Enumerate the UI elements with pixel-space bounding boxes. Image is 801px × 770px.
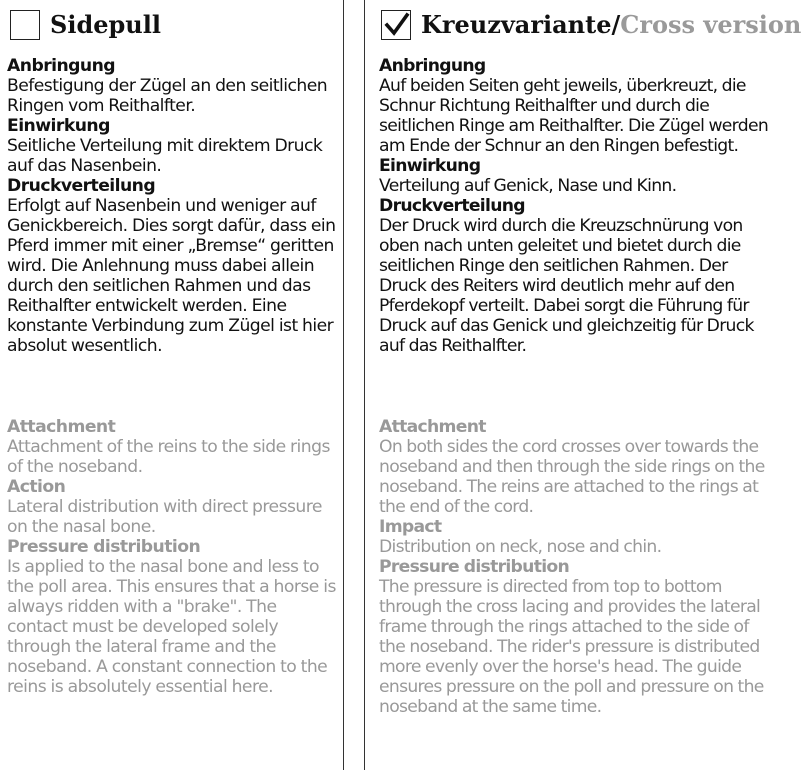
cross-version-title-english: Cross version [620, 10, 801, 39]
section-text: Attachment of the reins to the side rings of the noseband. [7, 437, 330, 477]
section-heading: Pressure distribution [7, 537, 201, 557]
section-text: Der Druck wird durch die Kreuzschnürung von oben nach unten geleitet und bietet durch die seitlichen Ringe den seitlichen Rahmen. Der Druck des Reiters wird deutlich mehr auf den Pferdekopf verteilt. Dabei sorgt die Führung für Druck auf das Genick und gleichzeitig für Druck auf das Reithalfter. [379, 216, 754, 356]
sidepull-title: Sidepull [50, 10, 161, 39]
cross-version-english-text [379, 417, 771, 717]
section-text: Verteilung auf Genick, Nase und Kinn. [379, 176, 677, 196]
section-text: Auf beiden Seiten geht jeweils, überkreuzt, die Schnur Richtung Reithalfter und durch die seitlichen Ringe am Reithalfter. Die Zügel werden am Ende der Schnur an den Ringen befestigt. [379, 76, 769, 156]
sidepull-header [10, 10, 161, 40]
section-text: Seitliche Verteilung mit direktem Druck auf das Nasenbein. [7, 136, 323, 176]
sidepull-checkbox[interactable] [10, 10, 40, 40]
section-heading: Pressure distribution [379, 557, 570, 577]
section-heading: Einwirkung [379, 156, 481, 176]
section-text: Lateral distribution with direct pressure on the nasal bone. [7, 497, 322, 537]
cross-version-german-text [379, 56, 771, 356]
section-heading: Action [7, 477, 66, 497]
section-heading: Anbringung [379, 56, 486, 76]
section-text: Distribution on neck, nose and chin. [379, 537, 662, 557]
sidepull-panel [0, 0, 344, 770]
cross-version-header [381, 10, 801, 40]
section-heading: Attachment [7, 417, 116, 437]
section-heading: Druckverteilung [379, 196, 525, 216]
cross-version-panel [364, 0, 801, 770]
sidepull-english-text [7, 417, 341, 697]
section-heading: Einwirkung [7, 116, 110, 136]
section-heading: Attachment [379, 417, 486, 437]
cross-version-title-german: Kreuzvariante/ [421, 10, 621, 39]
sidepull-german-text [7, 56, 341, 356]
section-heading: Impact [379, 517, 442, 537]
section-text: The pressure is directed from top to bottom through the cross lacing and provides the lateral frame through the rings attached to the side of the noseband. The rider's pressure is distributed more evenly over the horse's head. The guide ensures pressure on the poll and pressure on the noseband at the same time. [379, 577, 764, 717]
section-text: Befestigung der Zügel an den seitlichen Ringen vom Reithalfter. [7, 76, 328, 116]
checkmark-icon [384, 12, 410, 38]
section-text: On both sides the cord crosses over towards the noseband and then through the side rings on the noseband. The reins are attached to the rings at the end of the cord. [379, 437, 765, 517]
section-text: Erfolgt auf Nasenbein und weniger auf Genickbereich. Dies sorgt dafür, dass ein Pferd immer mit einer „Bremse“ geritten wird. Die Anlehnung muss dabei allein durch den seitlichen Rahmen und das Reithalfter entwickelt werden. Eine konstante Verbindung zum Zügel ist hier absolut wesentlich. [7, 196, 336, 356]
section-text: Is applied to the nasal bone and less to the poll area. This ensures that a horse is always ridden with a "brake". The contact must be developed solely through the lateral frame and the noseband. A constant connection to the reins is absolutely essential here. [7, 557, 336, 697]
cross-version-checkbox[interactable] [381, 10, 411, 40]
section-heading: Anbringung [7, 56, 116, 76]
section-heading: Druckverteilung [7, 176, 156, 196]
